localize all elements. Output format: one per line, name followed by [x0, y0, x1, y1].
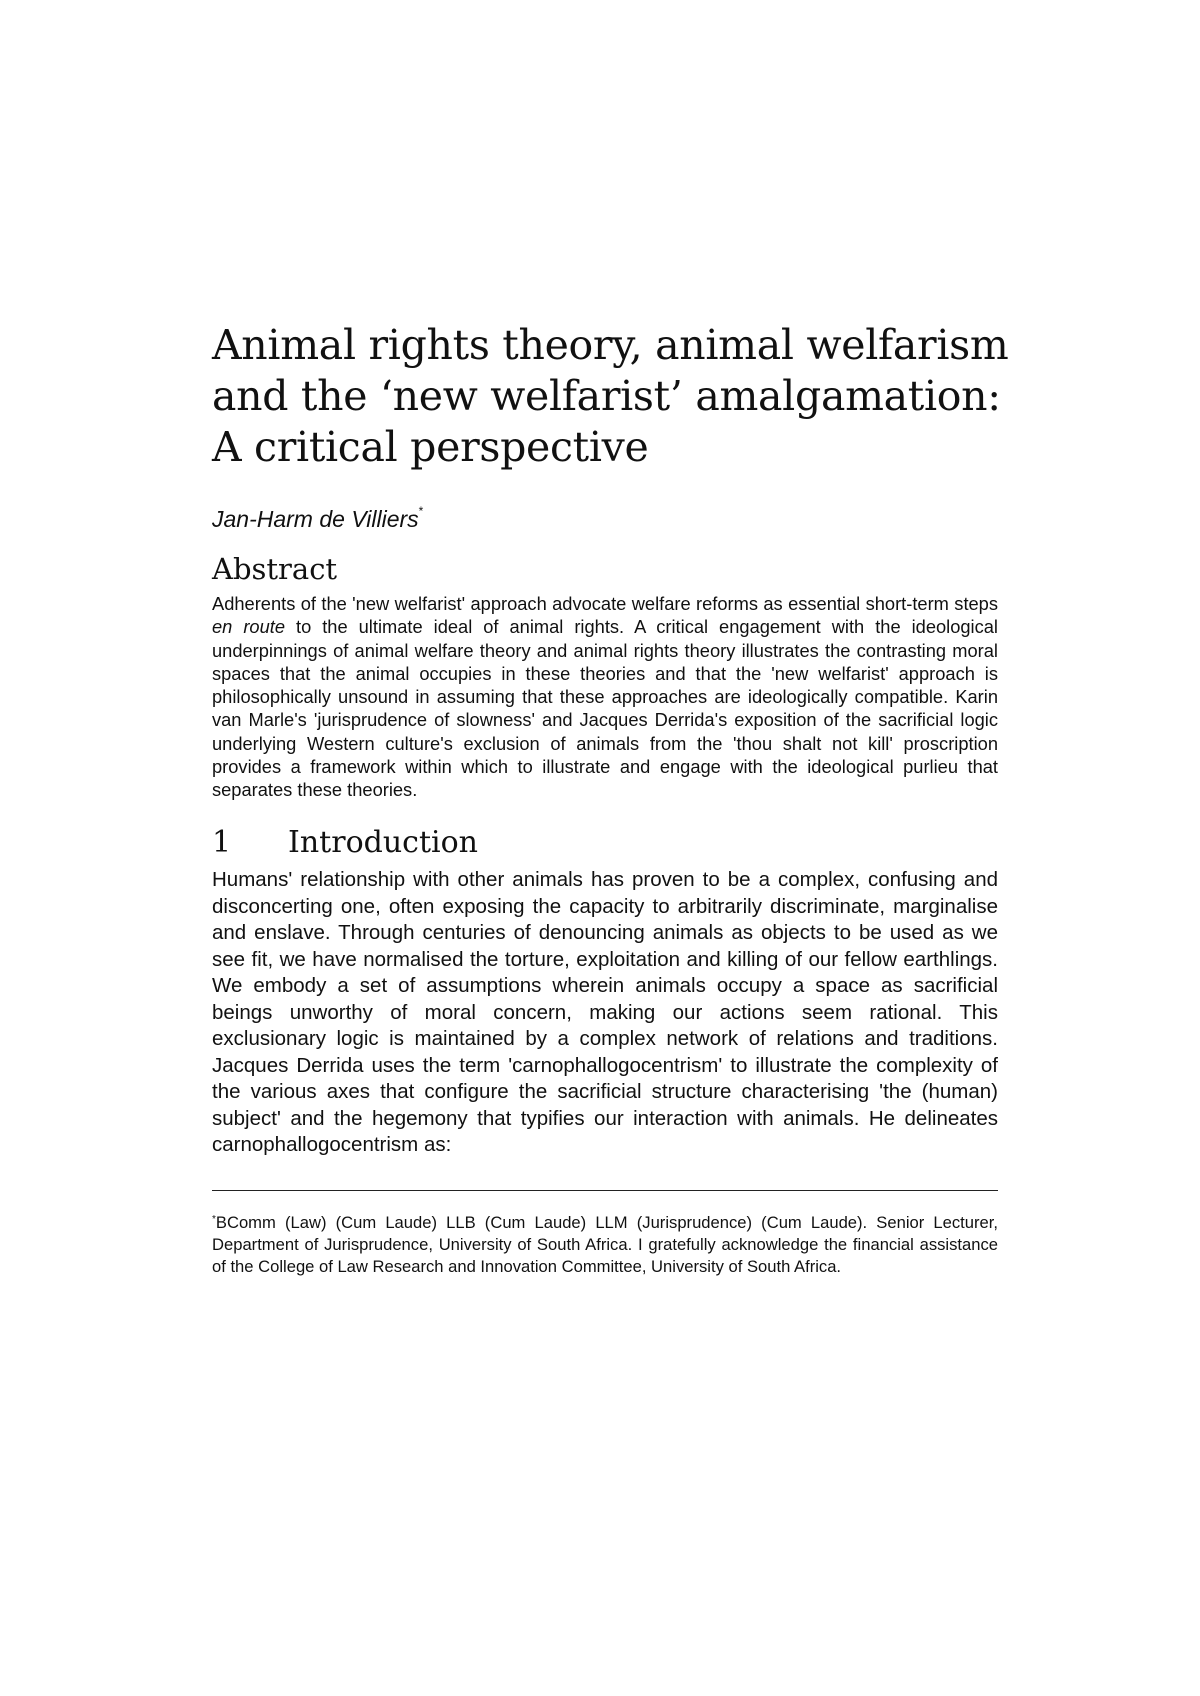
footnote	[212, 1209, 998, 1278]
abstract-text	[212, 592, 998, 802]
section-title: Introduction	[288, 825, 478, 860]
footnote-text: BComm (Law) (Cum Laude) LLB (Cum Laude) LLM (Jurisprudence) (Cum Laude). Senior Lecturer, Department of Jurisprudence, University of South Africa. I gratefully acknowledge the financial assistance of the College of Law Research and Innovation Committee, University of South Africa.	[212, 1213, 998, 1276]
section-heading	[212, 825, 998, 861]
section-number: 1	[212, 825, 232, 860]
paper-title	[212, 320, 1009, 473]
section-body-text: Humans' relationship with other animals has proven to be a complex, confusing and disconcerting one, often exposing the capacity to arbitrarily discriminate, marginalise and enslave. Through centuries of denouncing animals as objects to be used as we see fit, we have normalised the torture, exploitation and killing of our fellow earthlings. We embody a set of assumptions wherein animals occupy a space as sacrificial beings unworthy of moral concern, making our actions seem rational. This exclusionary logic is maintained by a complex network of relations and traditions. Jacques Derrida uses the term 'carnophallogocentrism' to illustrate the complexity of the various axes that configure the sacrificial structure characterising 'the (human) subject' and the hegemony that typifies our interaction with animals. He delineates carnophallogocentrism as:	[212, 868, 998, 1156]
title-line: and the ‘new welfarist’ amalgamation:	[212, 372, 1001, 420]
footnote-marker: *	[212, 1214, 216, 1225]
title-line: Animal rights theory, animal welfarism	[212, 321, 1009, 369]
footnote-separator	[212, 1190, 998, 1191]
abstract-text-italic: en route	[212, 616, 285, 638]
author-line	[212, 497, 998, 533]
abstract-text-part: Adherents of the 'new welfarist' approach advocate welfare reforms as essential short-term steps	[212, 593, 998, 614]
author-footnote-marker[interactable]: *	[418, 504, 424, 518]
abstract-text-part: to the ultimate ideal of animal rights. A critical engagement with the ideological underpinnings of animal welfare theory and animal rights theory illustrates the contrasting moral spaces that the animal occupies in these theories and that the 'new welfarist' approach is philosophically unsound in assuming that these approaches are ideologically compatible. Karin van Marle's 'jurisprudence of slowness' and Jacques Derrida's exposition of the sacrificial logic underlying Western culture's exclusion of animals from the 'thou shalt not kill' proscription provides a framework within which to illustrate and engage with the ideological purlieu that separates these theories.	[212, 616, 998, 801]
abstract-heading: Abstract	[212, 552, 338, 586]
author-name: Jan-Harm de Villiers	[212, 506, 419, 532]
title-line: A critical perspective	[212, 423, 649, 471]
